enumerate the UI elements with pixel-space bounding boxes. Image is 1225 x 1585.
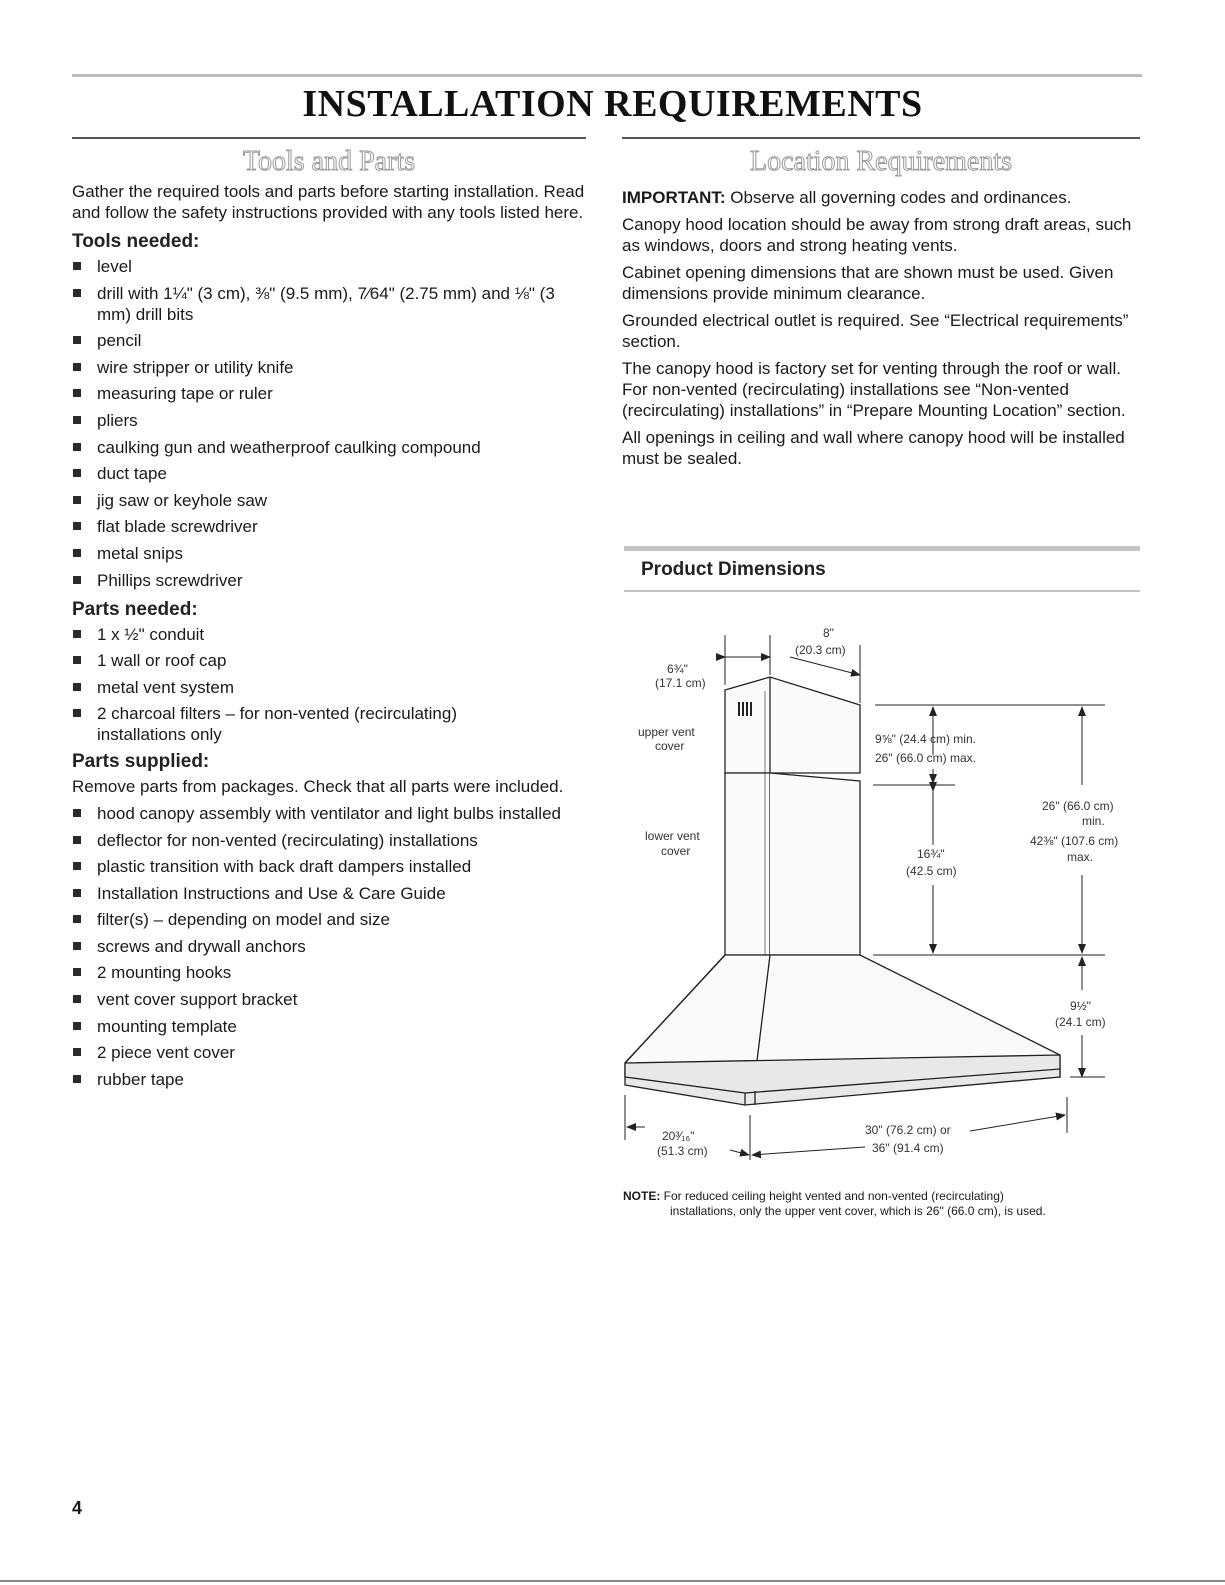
dim-8-cm: (20.3 cm) [795, 643, 846, 657]
page-number: 4 [72, 1498, 83, 1518]
note-label: NOTE: [623, 1189, 661, 1203]
dim-9-5-8: 9⅝" (24.4 cm) min. [875, 732, 976, 746]
list-item: plastic transition with back draft dampers installed [72, 856, 592, 877]
list-item: 1 x ½" conduit [72, 624, 592, 645]
lower-vent-label: lower vent [645, 829, 700, 843]
upper-vent-label-2: cover [655, 739, 685, 753]
dim-6-3-4-cm: (17.1 cm) [655, 676, 706, 690]
dim-26-min: 26" (66.0 cm) [1042, 799, 1114, 813]
list-item: metal vent system [72, 677, 592, 698]
tools-parts-heading: Tools and Parts [242, 146, 416, 177]
location-paragraph: Canopy hood location should be away from strong draft areas, such as windows, doors and strong heating vents. [622, 215, 1132, 255]
dim-16-3-4-cm: (42.5 cm) [906, 864, 957, 878]
dim-26-max: 26" (66.0 cm) max. [875, 751, 976, 765]
bottom-rule [0, 1580, 1225, 1582]
dim-8-in: 8" [823, 626, 834, 640]
parts-needed-list [72, 624, 592, 746]
list-item: flat blade screwdriver [72, 516, 592, 537]
list-item: mounting template [72, 1016, 592, 1037]
dim-26-min-2: min. [1082, 814, 1105, 828]
top-rule [72, 74, 1142, 77]
upper-vent-label: upper vent [638, 725, 695, 739]
list-item: duct tape [72, 463, 592, 484]
list-item: measuring tape or ruler [72, 383, 592, 404]
right-heading-rule [622, 137, 1140, 139]
dim-42-max-2: max. [1067, 850, 1094, 864]
important-text: Observe all governing codes and ordinances. [725, 188, 1072, 207]
dim-30: 30" (76.2 cm) or [865, 1123, 951, 1137]
dim-36: 36" (91.4 cm) [872, 1141, 944, 1155]
dim-9-1-2-cm: (24.1 cm) [1055, 1015, 1106, 1029]
list-item: 2 piece vent cover [72, 1042, 592, 1063]
dim-20-cm: (51.3 cm) [657, 1144, 708, 1158]
important-label: IMPORTANT: [622, 188, 726, 207]
dim-6-3-4-in: 6¾" [667, 662, 688, 676]
list-item: screws and drywall anchors [72, 936, 592, 957]
list-item: 2 charcoal filters – for non-vented (recirculating) installations only [72, 703, 497, 745]
lower-vent-label-2: cover [661, 844, 691, 858]
left-heading-rule [72, 137, 586, 139]
list-item: 1 wall or roof cap [72, 650, 592, 671]
parts-supplied-list [72, 803, 592, 1090]
product-dimensions-heading: Product Dimensions [641, 559, 826, 580]
tools-intro: Gather the required tools and parts before starting installation. Read and follow the safety instructions provided with any tools listed here. [72, 182, 585, 222]
list-item: caulking gun and weatherproof caulking compound [72, 437, 592, 458]
tools-needed-heading: Tools needed: [72, 231, 200, 252]
list-item: Phillips screwdriver [72, 570, 592, 591]
dim-9-1-2-in: 9½" [1070, 999, 1091, 1013]
location-paragraph: The canopy hood is factory set for venting through the roof or wall. For non-vented (recirculating) installations see “Non-vented (recirculating) installations” in “Prepare Mounting Location” section. [622, 359, 1126, 420]
page-title: INSTALLATION REQUIREMENTS [302, 83, 923, 125]
list-item: pliers [72, 410, 592, 431]
location-paragraph: All openings in ceiling and wall where canopy hood will be installed must be sealed. [622, 428, 1125, 468]
dimensions-note [623, 1189, 1123, 1219]
hood-dimensions-diagram [615, 615, 1125, 1175]
note-line-2: installations, only the upper vent cover, which is 26" (66.0 cm), is used. [670, 1204, 1046, 1218]
parts-supplied-intro: Remove parts from packages. Check that all parts were included. [72, 776, 564, 796]
list-item: rubber tape [72, 1069, 592, 1090]
important-paragraph [622, 187, 1142, 208]
list-item: level [72, 256, 592, 277]
list-item: hood canopy assembly with ventilator and light bulbs installed [72, 803, 592, 824]
list-item: 2 mounting hooks [72, 962, 592, 983]
list-item: vent cover support bracket [72, 989, 592, 1010]
list-item: drill with 1¼" (3 cm), ⅜" (9.5 mm), 7⁄64" (2.75 mm) and ⅛" (3 mm) drill bits [72, 283, 592, 325]
parts-supplied-heading: Parts supplied: [72, 750, 210, 772]
location-heading: Location Requirements [749, 146, 1013, 177]
dimensions-top-rule [624, 546, 1140, 551]
dim-16-3-4-in: 16¾" [917, 847, 945, 861]
hood-outline [625, 677, 1060, 1105]
tools-parts-column [72, 181, 592, 1095]
note-line-1 [623, 1189, 1123, 1204]
tools-list [72, 256, 592, 591]
list-item: wire stripper or utility knife [72, 357, 592, 378]
location-paragraph: Grounded electrical outlet is required. See “Electrical requirements” section. [622, 311, 1129, 351]
dim-42-max: 42⅜" (107.6 cm) [1030, 834, 1119, 848]
location-paragraph: Cabinet opening dimensions that are shown must be used. Given dimensions provide minimum clearance. [622, 263, 1114, 303]
location-column [622, 187, 1142, 475]
list-item: metal snips [72, 543, 592, 564]
parts-needed-heading: Parts needed: [72, 598, 198, 620]
list-item: pencil [72, 330, 592, 351]
dim-20-in: 20³⁄₁₆" [662, 1129, 695, 1143]
list-item: filter(s) – depending on model and size [72, 909, 592, 930]
dimensions-bottom-rule [624, 590, 1140, 592]
list-item: Installation Instructions and Use & Care Guide [72, 883, 592, 904]
list-item: deflector for non-vented (recirculating) installations [72, 830, 592, 851]
note-text-1: For reduced ceiling height vented and non-vented (recirculating) [660, 1189, 1004, 1203]
list-item: jig saw or keyhole saw [72, 490, 592, 511]
